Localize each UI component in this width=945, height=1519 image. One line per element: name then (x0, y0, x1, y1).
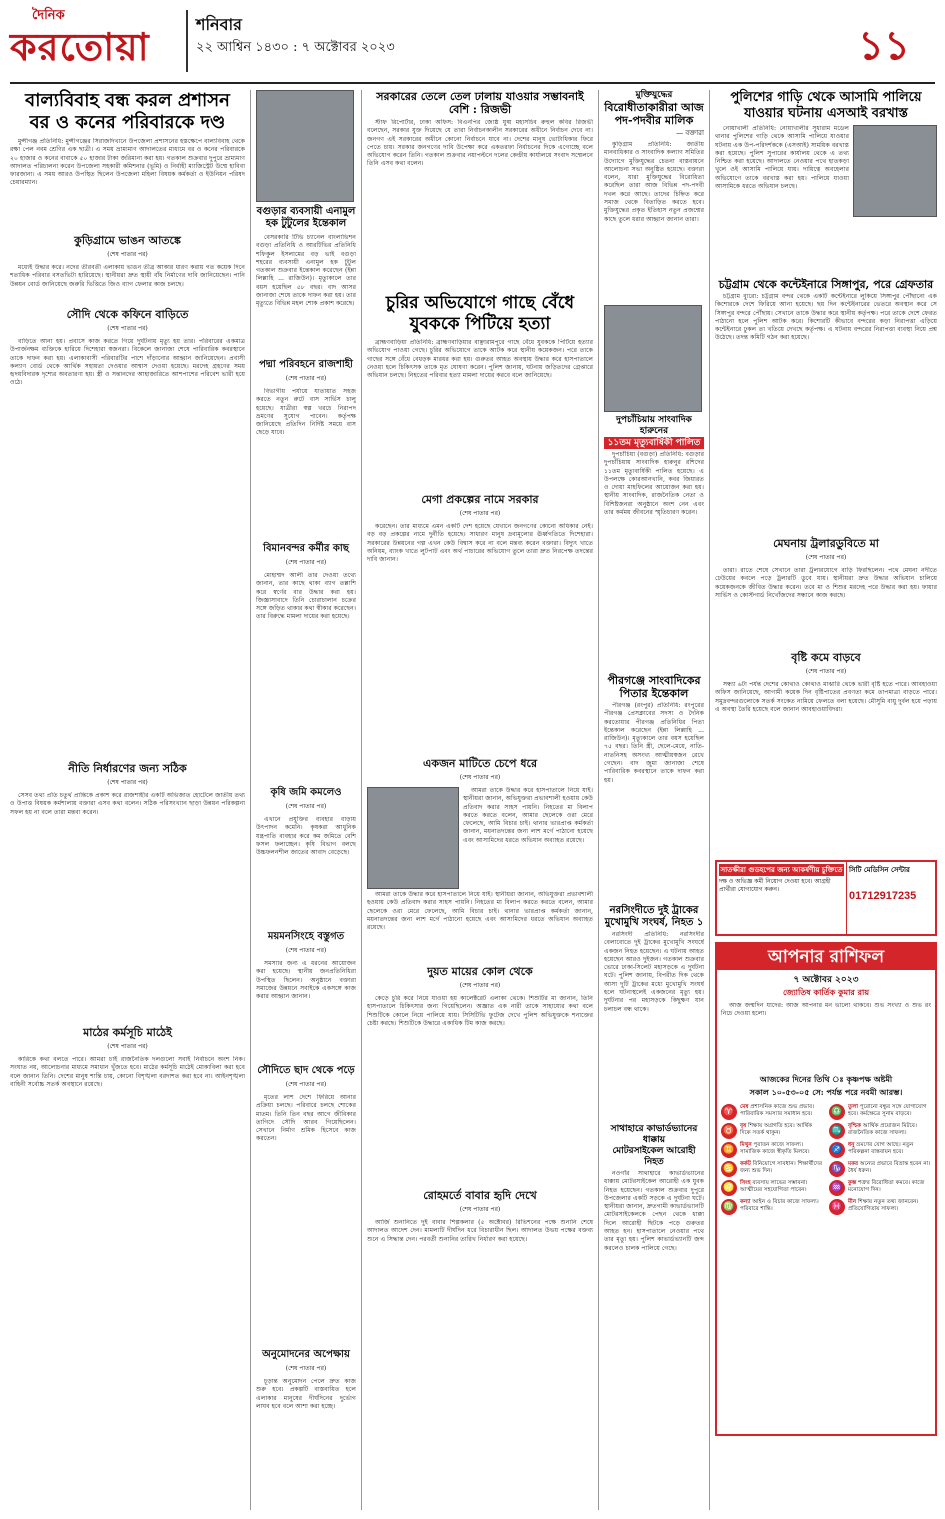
cont-article (367, 523, 593, 753)
article-body: কেড়ে চুরি করে নিয়ে যাওয়া হয় কালেক্টরেট এলাকা থেকে। শিশুটির মা জানান, তিনি হাসপাতালে চিকিৎসার জন্য গিয়েছিলেন। অজ্ঞাত এক নারী তাকে সাহায্যের কথা বলে শিশুটিকে কোলে নিয়ে পালিয়ে যায়। সিসিটিভি ফুটেজ দেখে পুলিশ অভিযুক্তকে শনাক্তের চেষ্টা করছে। শিশুটিকে উদ্ধারে একাধিক টিম কাজ করছে। (367, 995, 593, 1027)
header-date: ২২ আশ্বিন ১৪৩০ : ৭ অক্টোবর ২০২৩ (196, 40, 395, 55)
article-body: নরসিংদী প্রতিনিধি: নরসিংদীর বেলাবোতে দুই ট্রাকের মুখোমুখি সংঘর্ষে একজন নিহত হয়েছেন। এ ঘটনায় আহত হয়েছেন আরও দুইজন। গতকাল শুক্রবার ভোরে ঢাকা-সিলেট মহাসড়কে এ দুর্ঘটনা ঘটে। পুলিশ জানায়, বিপরীত দিক থেকে আসা দুটি ট্রাকের মধ্যে মুখোমুখি সংঘর্ষ হলে ঘটনাস্থলেই একজনের মৃত্যু হয়। দুর্ঘটনার পর মহাসড়কে কিছুক্ষণ যান চলাচল বন্ধ থাকে। (604, 931, 704, 1013)
sign-name: মিথুন (740, 1142, 752, 1148)
cont-note: (শেষ পাতার পর) (107, 251, 148, 258)
advertisement (715, 860, 937, 936)
tithi-title: আজকের দিনের তিথি ঃ কৃষ্ণপক্ষ অষ্টমী (759, 1074, 893, 1084)
headline-lynching-2: যুবককে পিটিয়ে হত্যা (409, 314, 551, 334)
cont-note: (শেষ পাতার পর) (285, 947, 327, 954)
logo-small-text: দৈনিক (32, 8, 65, 23)
sign-mithun (721, 1142, 823, 1158)
leo-icon: ♌ (721, 1180, 737, 1196)
article-body: পীরগঞ্জ (রংপুর) প্রতিনিধি: রংপুরের পীরগঞ্জ প্রেসক্লাবের সদস্য ও দৈনিক করতোয়ার পীরগঞ্জ প্রতিনিধির পিতা ইন্তেকাল করেছেন (ইন্না লিল্লাহি ... রাজিউন)। মৃত্যুকালে তার বয়স হয়েছিল ৭৫ বছর। তিনি স্ত্রী, ছেলে-মেয়ে, নাতি-নাতনিসহ অসংখ্য আত্মীয়স্বজন রেখে গেছেন। বাদ জুমা জানাজা শেষে পারিবারিক কবরস্থানে তাকে দাফন করা হয়। (604, 702, 704, 784)
cont-article (715, 567, 937, 647)
cont-title: নীতি নির্ধারণের জন্য সঠিক (68, 762, 187, 775)
headline-sathahar: সাথাহারে কাভার্ডভ্যানের ধাক্কায় (610, 1124, 698, 1145)
sign-meen (829, 1199, 931, 1215)
sign-text: শিক্ষায় অগ্রগতি হবে। আর্থিক দিকে সতর্ক থাকুন। (740, 1123, 813, 1137)
header-rule (10, 82, 935, 84)
ad-right-title: সিটি মেডিসিন সেন্টার (849, 865, 910, 874)
sign-name: কুম্ভ (848, 1180, 857, 1186)
cont-article (10, 792, 245, 1022)
sign-name: বৃষ (740, 1123, 747, 1129)
obituary-photo (256, 90, 354, 202)
cont-note: (শেষ পাতার পর) (285, 1081, 327, 1088)
article-body: কুড়িগ্রাম প্রতিনিধি: জাতীয় মানবাধিকার ও সাংবাদিক কল্যাণ সমিতির উদ্যোগে মুক্তিযুদ্ধের চেতনা বাস্তবায়নে আলোচনা সভা অনুষ্ঠিত হয়েছে। বক্তারা বলেন, যারা মুক্তিযুদ্ধের বিরোধিতা করেছিল তারা আজ বিভিন্ন পদ-পদবী দখল করে আছে। তাদের চিহ্নিত করে সমাজ থেকে বিতাড়িত করতে হবে। মুক্তিযুদ্ধের প্রকৃত ইতিহাস নতুন প্রজন্মের কাছে তুলে ধরার আহ্বান জানান তারা। (604, 141, 704, 223)
headline-anniversary-2: ১১তম মৃত্যুবার্ষিকী পালিত (604, 437, 704, 449)
sign-text: প্রশাসনিক কাজে শুভ প্রভাব। পারিবারিক সমস্যার সমাধান হবে। (740, 1104, 815, 1118)
obituary-text (256, 234, 356, 354)
headline-narsingdi-2: মুখোমুখি সংঘর্ষ, নিহত ১ (604, 917, 704, 928)
sign-name: তুলা (848, 1104, 858, 1110)
column-rule (250, 90, 251, 1510)
cont-note: (শেষ পাতার পর) (107, 325, 148, 332)
sign-name: ধনু (848, 1142, 855, 1148)
cont-title: সৌদি থেকে কফিনে বাড়িতে (66, 308, 189, 321)
cont-title: মেগা প্রকল্পের নামে সরকার (421, 493, 539, 506)
gemini-icon: ♊ (721, 1142, 737, 1158)
cont-article (256, 960, 356, 1060)
cont-note: (শেষ পাতার পর) (107, 779, 148, 786)
virgo-icon: ♍ (721, 1199, 737, 1215)
sign-makar (829, 1161, 931, 1177)
header-day: শনিবার (196, 15, 242, 34)
sign-text: শত্রুর বিরোধিতা কমবে। কাজে মনোযোগ দিন। (848, 1180, 925, 1194)
cont-article (10, 1056, 245, 1456)
cont-note: (শেষ পাতার পর) (285, 803, 327, 810)
headline-police: পুলিশের গাড়ি থেকে আসামি পালিয়ে (730, 90, 922, 105)
cont-title: বৃষ্টি কমে বাড়বে (791, 651, 861, 664)
cont-title: সৌদিতে ছাদ থেকে পড়ে (257, 1065, 355, 1076)
headline-liberation-3: পদ-পদবীর মালিক (614, 114, 694, 127)
article-body: ব্রাহ্মণবাড়িয়া প্রতিনিধি: ব্রাহ্মণবাড়িয়ার বাঞ্ছারামপুরে গাছে বেঁধে যুবককে পিটিয়ে হত্যার অভিযোগ পাওয়া গেছে। চুরির অভিযোগে তাকে আটক করে স্থানীয় কয়েকজন। পরে তাকে গাছের সঙ্গে বেঁধে বেধড়ক মারধর করা হয়। গুরুতর আহত অবস্থায় উদ্ধার করে হাসপাতালে নেওয়া হলে চিকিৎসক তাকে মৃত ঘোষণা করেন। পুলিশ জানায়, ঘটনায় জড়িতদের গ্রেপ্তারে অভিযান চলছে। নিহতের পরিবার হত্যা মামলা দায়ের করবে বলে জানিয়েছে। (367, 339, 593, 380)
headline-liberation-2: বিরোধীতাকারীরা আজ (604, 101, 704, 114)
article-body: মৃতের লাশ দেশে ফিরিয়ে আনার প্রক্রিয়া চলছে। পরিবারে চলছে শোকের মাতম। তিনি তিন বছর আগে জীবিকার তাগিদে সৌদি আরব গিয়েছিলেন। সেখানে নির্মাণ শ্রমিক হিসেবে কাজ করতেন। (256, 1094, 356, 1143)
column-3 (367, 90, 593, 1515)
cont-note: (শেষ পাতার পর) (459, 510, 501, 517)
cont-article (715, 681, 937, 856)
cont-title: মাঠের কর্মসূচি মাঠেই (83, 1026, 172, 1039)
cont-article (463, 787, 593, 887)
cont-article (256, 572, 356, 782)
horoscope-box (715, 942, 937, 1436)
article-pirganj (604, 702, 704, 902)
cont-article (256, 388, 356, 538)
cont-article (256, 1378, 356, 1468)
horoscope-signs (717, 1104, 935, 1215)
article-body: বিভাগীয় পর্যায়ে যাতায়াত সহজ করতে নতুন রুটে বাস সার্ভিস চালু হয়েছে। যাত্রীরা স্বল্প খরচে নিরাপদ ভ্রমণের সুযোগ পাবেন। কর্তৃপক্ষ জানিয়েছে প্রতিদিন নির্দিষ্ট সময়ে বাস ছেড়ে যাবে। (256, 388, 356, 437)
ad-title: সাতক্ষীরা গুডহপের জন্য আকর্ষণীয় চুক্তিতে (720, 865, 843, 874)
cont-title: মেঘনায় ট্রলারডুবিতে মা (773, 537, 879, 550)
logo-big-text: করতোয়া (10, 24, 150, 69)
article-body: মুন্সীগঞ্জ প্রতিনিধি: মুন্সীগঞ্জের সিরাজদিখানে উপজেলা প্রশাসনের হস্তক্ষেপে বাল্যবিবাহ থেকে রক্ষা পেল নবম শ্রেণির এক ছাত্রী। এ সময় ভ্রাম্যমাণ আদালতের মাধ্যমে বর ও কনের পরিবারকে ২০ হাজার ও কনের বাবাকে ৫০ হাজার টাকা জরিমানা করা হয়। গতকাল শুক্রবার দুপুরে ভ্রাম্যমাণ আদালত পরিচালনা করেন উপজেলা সহকারী কমিশনার (ভূমি) ও নির্বাহী ম্যাজিস্ট্রেট উম্মে হাবিবা ফারজানা। এ সময় আরও উপস্থিত ছিলেন উপজেলা মহিলা বিষয়ক কর্মকর্তা ও ইউনিয়ন পরিষদ চেয়ারম্যান। (10, 138, 245, 187)
sign-name: সিংহ (740, 1180, 751, 1186)
byline: — বক্তারা (676, 129, 704, 137)
headline-anniversary: দুপচাঁচিয়ায় সাংবাদিক হারুনের (616, 415, 692, 436)
article-sathahar (604, 1170, 704, 1370)
cont-article (367, 995, 593, 1185)
headline-child-marriage: বাল্যবিবাহ বন্ধ করল প্রশাসন (25, 90, 230, 111)
sign-name: বৃশ্চিক (848, 1123, 862, 1129)
article-narsingdi (604, 931, 704, 1121)
sign-text: ভ্রমণের যোগ আছে। নতুন পরিকল্পনা বাস্তবায়ন হবে। (848, 1142, 914, 1156)
column-rule (598, 90, 599, 1510)
cont-note: (শেষ পাতার পর) (805, 554, 847, 561)
cont-article (256, 816, 356, 926)
article-body: মধ্যেই উদ্ধার করে। নদের তীরবর্তী এলাকায় ভাঙন তীব্র আকার ধারণ করায় গত কয়েক দিনে শতাধিক পরিবার বসতভিটা হারিয়েছে। স্থানীয়রা দ্রুত স্থায়ী বাঁধ নির্মাণের দাবি জানিয়েছেন। পানি উন্নয়ন বোর্ড জানিয়েছে জরুরি ভিত্তিতে জিও ব্যাগ ফেলার কাজ চলছে। (10, 264, 245, 288)
sign-text: শিক্ষায় নতুন তথ্য জানবেন। প্রতিযোগিতায় সাফল্য। (848, 1199, 919, 1213)
headline-sathahar-2: মোটরসাইকেল আরোহী নিহত (612, 1146, 696, 1167)
masthead-logo (10, 6, 180, 76)
sign-text: অন্যের প্রভাবে বিভ্রান্ত হবেন না। ধৈর্য ধরুন। (848, 1161, 931, 1175)
cont-title: বিমানবন্দর কর্মীর কাছ (263, 543, 349, 554)
si-photo (853, 125, 937, 217)
headline-liberation: মুক্তিযুদ্ধের (635, 90, 673, 100)
article-body: সেসব তথ্য প্রতি চতুর্থ প্রান্তিকে প্রকাশ করে রাজশাহীর একটি অভিজাত হোটেলে জাতীয় তথ্য ও উপাত্ত বিষয়ক কর্মশালায় বক্তারা এসব কথা বলেন। সঠিক পরিসংখ্যান ছাড়া উন্নয়ন পরিকল্পনা সফল হয় না বলে তারা মন্তব্য করেন। (10, 792, 245, 816)
headline-lynching: চুরির অভিযোগে গাছে বেঁধে (385, 293, 575, 313)
sign-name: মীন (848, 1199, 857, 1205)
victim-photo (367, 787, 459, 889)
tithi-time: সকাল ১০-৫৩-০৫ সে: পর্যন্ত পরে নবমী আরম্ভ। (749, 1087, 903, 1097)
horoscope-banner: আপনার রাশিফল (717, 944, 935, 970)
article-body: কারিকে কথা বলতে পারে। আমরা চাই রাজনৈতিক দলগুলো সবাই নির্বাচনে অংশ নিক। সংঘাত নয়, আলোচনার মাধ্যমে সমাধান খুঁজতে হবে। মাঠের কর্মসূচি মাঠেই মোকাবিলা করা হবে বলে জানান তিনি। দেশের মানুষ শান্তি চায়, কোনো বিশৃঙ্খলা বরদাশত করা হবে না। আইনশৃঙ্খলা বাহিনী সর্বোচ্চ সতর্ক অবস্থানে রয়েছে। (10, 1056, 245, 1088)
cont-article (10, 264, 245, 304)
sign-name: মেষ (740, 1104, 749, 1110)
cont-note: (শেষ পাতার পর) (459, 774, 501, 781)
article-body: সন্ধ্যা ৬টা পর্যন্ত দেশের কোথাও কোথাও মাঝারি থেকে ভারী বৃষ্টি হতে পারে। আবহাওয়া অফিস জানিয়েছে, আগামী কয়েক দিন বৃষ্টিপাতের প্রবণতা কমে তাপমাত্রা বাড়তে পারে। সমুদ্রবন্দরগুলোকে সতর্ক সংকেত নামিয়ে ফেলতে বলা হয়েছে। মৌসুমি বায়ু দুর্বল হয়ে পড়ায় এ অবস্থা তৈরি হয়েছে বলে জানান আবহাওয়াবিদরা। (715, 681, 937, 713)
sign-kumbha (829, 1180, 931, 1196)
cont-title: রোহমর্তে বাবার হৃদি দেখে (423, 1189, 537, 1202)
article-body: আমরা তাকে উদ্ধার করে হাসপাতালে নিয়ে যাই। স্থানীয়রা জানান, অভিযুক্তরা প্রভাবশালী হওয়ায় কেউ প্রতিবাদ করার সাহস পায়নি। নিহতের মা বিলাপ করতে করতে বলেন, আমার ছেলেকে ওরা মেরে ফেলেছে, আমি বিচার চাই। থানার ভারপ্রাপ্ত কর্মকর্তা জানান, ময়নাতদন্তের জন্য লাশ মর্গে পাঠানো হয়েছে এবং আসামিদের ধরতে অভিযান অব্যাহত রয়েছে। (367, 891, 593, 932)
libra-icon: ♎ (829, 1104, 845, 1120)
article-container (715, 293, 937, 533)
cont-article (256, 1094, 356, 1344)
page-number: ১১ (858, 22, 910, 69)
article-body: এখানে প্রযুক্তির ব্যবহার বাড়ায় উৎপাদন কমেনি। কৃষকরা আধুনিক যন্ত্রপাতি ব্যবহার করে কম জমিতে বেশি ফসল ফলাচ্ছেন। কৃষি বিভাগ বলছে উচ্চফলনশীল জাতের আবাদ বেড়েছে। (256, 816, 356, 857)
sign-text: বিনিয়োগে সাবধান। শিক্ষার্থীদের জন্য শুভ দিন। (740, 1161, 823, 1175)
sign-text: পুরোনো বন্ধুর সঙ্গে যোগাযোগ হবে। কর্মক্ষেত্রে সুনাম বাড়বে। (848, 1104, 927, 1118)
obituary-title: বগুড়ার ব্যবসায়ী এনামুল হক টুটুলের ইন্তেকাল (256, 206, 356, 229)
article-liberation (604, 141, 704, 301)
column-4 (604, 90, 704, 1515)
cont-note: (শেষ পাতার পর) (285, 559, 327, 566)
sign-kanya (721, 1199, 823, 1215)
article-body: চট্টগ্রাম ব্যুরো: চট্টগ্রাম বন্দর থেকে একটি কন্টেইনারে লুকিয়ে সিঙ্গাপুর পৌঁছানো এক কিশোরকে দেশে ফিরিয়ে আনা হয়েছে। ছয় দিন কন্টেইনারের ভেতরে অবস্থান করে সে সিঙ্গাপুর বন্দরে পৌঁছায়। সেখানে তাকে উদ্ধার করে স্থানীয় কর্তৃপক্ষ। পরে তাকে দেশে ফেরত পাঠানো হলে পুলিশ আটক করে। কিশোরটি কীভাবে বন্দরের কড়া নিরাপত্তা এড়িয়ে কন্টেইনারে ঢুকল তা খতিয়ে দেখছে কর্তৃপক্ষ। এ ঘটনায় বন্দরের নিরাপত্তা ব্যবস্থা নিয়ে প্রশ্ন উঠেছে। তদন্ত কমিটি গঠন করা হয়েছে। (715, 293, 937, 342)
header-divider (186, 10, 188, 72)
cancer-icon: ♋ (721, 1161, 737, 1177)
article-body: আমরা তাকে উদ্ধার করে হাসপাতালে নিয়ে যাই। স্থানীয়রা জানান, অভিযুক্তরা প্রভাবশালী হওয়ায় কেউ প্রতিবাদ করার সাহস পায়নি। নিহতের মা বিলাপ করতে করতে বলেন, আমার ছেলেকে ওরা মেরে ফেলেছে, আমি বিচার চাই। থানার ভারপ্রাপ্ত কর্মকর্তা জানান, ময়নাতদন্তের জন্য লাশ মর্গে পাঠানো হয়েছে এবং আসামিদের ধরতে অভিযান অব্যাহত রয়েছে। (463, 787, 593, 844)
aries-icon: ♈ (721, 1104, 737, 1120)
cont-note: (শেষ পাতার পর) (459, 982, 501, 989)
article-body: স্টাফ রিপোর্টার, ঢাকা অফিস: বিএনপির জ্যেষ্ঠ যুগ্ম মহাসচিব রুহুল কবির রিজভী বলেছেন, সরকার যুক্ত দিয়েছে যে তারা নির্বাচনকালীন সরকারের অধীনে নির্বাচন দেবে না। জনগণ এই সরকারের অধীনে কোনো নির্বাচনে যাবে না। দেশের মানুষ ভোটাধিকার ফিরে পেতে চায়। সরকার জনগণের দাবি উপেক্ষা করে একতরফা নির্বাচনের দিকে এগোচ্ছে বলে অভিযোগ করেন তিনি। গতকাল শুক্রবার নয়াপল্টনে দলের কেন্দ্রীয় কার্যালয়ে সংবাদ সম্মেলনে তিনি এসব কথা বলেন। (367, 119, 593, 168)
headline-container: চট্টগ্রাম থেকে কন্টেইনারে সিঙ্গাপুর, পরে গ্রেফতার (718, 278, 934, 291)
taurus-icon: ♉ (721, 1123, 737, 1139)
headline-police-2: যাওয়ার ঘটনায় এসআই বরখাস্ত (744, 106, 908, 121)
sign-name: কন্যা (740, 1199, 751, 1205)
article-body: নোয়াখালী প্রতিনিধি: নোয়াখালীর সুধারাম মডেল থানার পুলিশের গাড়ি থেকে আসামি পালিয়ে যাওয়ার ঘটনায় এক উপ-পরিদর্শককে (এসআই) সাময়িক বরখাস্ত করা হয়েছে। পুলিশ সুপারের কার্যালয় থেকে এ তথ্য নিশ্চিত করা হয়েছে। আদালতে নেওয়ার পথে হাতকড়া খুলে ওই আসামি পালিয়ে যায়। দায়িত্বে অবহেলার অভিযোগে তাকে বরখাস্ত করা হয়। পালিয়ে যাওয়া আসামিকে ধরতে অভিযান চলছে। (715, 125, 849, 191)
sign-brish (721, 1123, 823, 1139)
horoscope-intro (717, 1000, 935, 1074)
ad-body: দক্ষ ও অভিজ্ঞ কর্মী নিয়োগ দেওয়া হবে। আগ্রহী প্রার্থীরা যোগাযোগ করুন। (719, 878, 831, 893)
sign-name: কর্কট (740, 1161, 751, 1167)
headline-pirganj-2: পিতার ইন্তেকাল (619, 687, 689, 700)
sign-karkat (721, 1161, 823, 1177)
cont-note: (শেষ পাতার পর) (459, 1206, 501, 1213)
headline-pirganj: পীরগঞ্জে সাংবাদিকের (607, 674, 701, 687)
cont-note: (শেষ পাতার পর) (285, 1365, 327, 1372)
cont-title: দুয়ত মায়ের কোল থেকে (427, 965, 533, 978)
sign-text: আইন ও বিচার কাজে সাফল্য। পরিবারে শান্তি। (740, 1199, 819, 1213)
cont-title: একজন মাটিতে চেপে ধরে (423, 757, 537, 770)
ad-phone: 01712917235 (849, 890, 917, 902)
article-police (715, 125, 849, 275)
column-2 (256, 90, 356, 1515)
horoscope-astrologer: জ্যোতিষ কার্তিক কুমার রায় (782, 987, 870, 997)
sign-brishchik (829, 1123, 931, 1139)
headline-rizvi: সরকারের তেলে তেল ঢালায় যাওয়ার সম্ভাবনাই বেশি : রিজভী (376, 90, 584, 116)
cont-title: পদ্মা পরিবহনে রাজশাহী (259, 359, 353, 370)
article-child-marriage (10, 138, 245, 230)
article-body: আজ জন্মদিন যাদের: আজ আপনার মন ভালো থাকবে। শুভ সংখ্যা ও শুভ রং নিচে দেওয়া হলো। (721, 1002, 931, 1018)
article-body: বেসরকারি টিভি চ্যানেল বাংলাভিশন বগুড়া প্রতিনিধি ও আরটিভির প্রতিনিধি শফিকুল ইসলামের বড় ভাই বগুড়া শহরের ব্যবসায়ী এনামুল হক টুটুল গতকাল শুক্রবার ইন্তেকাল করেছেন (ইন্না লিল্লাহি ... রাজিউন)। মৃত্যুকালে তার বয়স হয়েছিল ৫৮ বছর। বাদ আসর জানাজা শেষে তাকে দাফন করা হয়। তার মৃত্যুতে বিভিন্ন মহল শোক প্রকাশ করেছে। (256, 234, 356, 308)
cont-article (367, 1219, 593, 1369)
sign-name: মকর (848, 1161, 859, 1167)
cont-title: কৃষি জমি কমলেও (270, 787, 342, 798)
cont-title: অনুমোদনের অপেক্ষায় (262, 1349, 350, 1360)
headline-child-marriage-2: বর ও কনের পরিবারকে দণ্ড (29, 112, 226, 133)
article-lynching (367, 339, 593, 489)
sagittarius-icon: ♐ (829, 1142, 845, 1158)
scorpio-icon: ♏ (829, 1123, 845, 1139)
column-1 (10, 90, 245, 1515)
article-body: সমস্যার জন্য এ ধরনের আয়োজন করা হয়েছে। স্থানীয় জনপ্রতিনিধিরা উপস্থিত ছিলেন। অনুষ্ঠানে বক্তারা সমাজের উন্নয়নে সবাইকে একসঙ্গে কাজ করার আহ্বান জানান। (256, 960, 356, 1001)
article-rizvi (367, 119, 593, 289)
column-rule (361, 90, 362, 1510)
article-body: নওগাঁর সাথাহারে কাভার্ডভ্যানের ধাক্কায় মোটরসাইকেল আরোহী এক যুবক নিহত হয়েছেন। গতকাল শুক্রবার দুপুরে উপজেলার একটি সড়কে এ দুর্ঘটনা ঘটে। স্থানীয়রা জানান, দ্রুতগামী কাভার্ডভ্যানটি মোটরসাইকেলকে পেছন থেকে ধাক্কা দিলে আরোহী ছিটকে পড়ে গুরুতর আহত হন। হাসপাতালে নেওয়ার পথে তার মৃত্যু হয়। পুলিশ কাভার্ডভ্যানটি জব্দ করলেও চালক পালিয়ে গেছে। (604, 1170, 704, 1252)
article-body: আর্জি শুনানিতে দুই বাবার শিল্পকলার (৫ অক্টোবর) রিভিশনের পক্ষে শুনানি শেষে আদালত আদেশ দেন। মামলাটি দীর্ঘদিন ধরে বিচারাধীন ছিল। আদালত উভয় পক্ষের বক্তব্য শুনে এ সিদ্ধান্ত দেন। পরবর্তী শুনানির তারিখ নির্ধারণ করা হয়েছে। (367, 1219, 593, 1243)
capricorn-icon: ♑ (829, 1161, 845, 1177)
horoscope-date: ৭ অক্টোবর ২০২৩ (793, 975, 859, 985)
sign-singha (721, 1180, 823, 1196)
cont-title: কুড়িগ্রামে ভাঙন আতঙ্কে (74, 234, 181, 247)
article-body: বাড়িতে আনা হয়। প্রবাসে কাজ করতে গিয়ে দুর্ঘটনায় মৃত্যু হয় তার। পরিবারের একমাত্র উপার্জনক্ষম ব্যক্তিকে হারিয়ে দিশেহারা স্বজনরা। বিকেলে জানাজা শেষে পারিবারিক কবরস্থানে তাকে দাফন করা হয়। এলাকাবাসী পরিবারটির পাশে দাঁড়ানোর আহ্বান জানিয়েছেন। প্রবাসী কল্যাণ বোর্ড থেকে আর্থিক সহায়তা দেওয়ার আশ্বাস দেওয়া হয়েছে। মরদেহ গ্রহণের সময় হৃদয়বিদারক দৃশ্যের অবতারণা হয়। স্ত্রী ও সন্তানদের আহাজারিতে আশপাশের পরিবেশ ভারী হয়ে ওঠে। (10, 338, 245, 387)
article-body: চূড়ান্ত অনুমোদন পেলে দ্রুত কাজ শুরু হবে। প্রকল্পটি বাস্তবায়িত হলে এলাকার মানুষের দীর্ঘদিনের দুর্ভোগ লাঘব হবে বলে আশা করা হচ্ছে। (256, 1378, 356, 1410)
article-body: তারা। রাতে শেষে সেখানে তারা ট্রলারযোগে বাড়ি ফিরছিলেন। পথে মেঘনা নদীতে ঢেউয়ের কবলে পড়ে ট্রলারটি ডুবে যায়। স্থানীয়রা দ্রুত উদ্ধার অভিযান চালিয়ে কয়েকজনকে জীবিত উদ্ধার করেন। তবে মা ও শিশুর মরদেহ পরে উদ্ধার করা হয়। ফায়ার সার্ভিস ও কোস্টগার্ড নিখোঁজদের সন্ধানে কাজ করছে। (715, 567, 937, 599)
article-anniversary (604, 451, 704, 671)
column-rule (709, 90, 710, 1510)
sign-tula (829, 1104, 931, 1120)
column-5 (715, 90, 937, 1515)
sign-text: আর্থিক প্রয়োজন মিটবে। রাজনৈতিক কাজে সাফল্য। (848, 1123, 917, 1137)
cont-article (10, 338, 245, 758)
aquarius-icon: ♒ (829, 1180, 845, 1196)
article-body: দুপচাঁচিয়া (বগুড়া) প্রতিনিধি: বগুড়ার দুপচাঁচিয়ায় সাংবাদিক হারুনুর রশিদের ১১তম মৃত্যুবার্ষিকী পালিত হয়েছে। এ উপলক্ষে কোরআনখানি, কবর জিয়ারত ও দোয়া মাহফিলের আয়োজন করা হয়। স্থানীয় সাংবাদিক, রাজনৈতিক নেতা ও বিশিষ্টজনরা অনুষ্ঠানে অংশ নেন এবং তার কর্মময় জীবনের স্মৃতিচারণ করেন। (604, 451, 704, 517)
sign-text: পুরাতন কাজে সাফল্য। সামাজিক কাজে স্বীকৃতি মিলবে। (740, 1142, 810, 1156)
sign-mesh (721, 1104, 823, 1120)
sign-dhonu (829, 1142, 931, 1158)
journalist-photo (604, 305, 702, 412)
headline-narsingdi: নরসিংদীতে দুই ট্রাকের (609, 905, 699, 916)
cont-note: (শেষ পাতার পর) (107, 1043, 148, 1050)
cont-note: (শেষ পাতার পর) (285, 375, 327, 382)
article-body: করেছেন। তার মাধ্যমে এমন একটি দেশ হয়েছে যেখানে জনগণের কোনো অধিকার নেই। বড় বড় প্রকল্পের নামে দুর্নীতি হয়েছে। সাধারণ মানুষ দ্রব্যমূল্যের ঊর্ধ্বগতিতে দিশেহারা। সরকারের উন্নয়নের গল্প এখন কেউ বিশ্বাস করে না বলে মন্তব্য করেন বক্তারা। বিদ্যুৎ খাতে অনিয়ম, ব্যাংক খাতে লুটপাট এবং অর্থ পাচারের অভিযোগ তুলে তারা দ্রুত নিরপেক্ষ তদন্তের দাবি জানান। (367, 523, 593, 564)
cont-article-extra (367, 891, 593, 961)
sign-text: ব্যবসায় লাভের সম্ভাবনা। আত্মীয়ের সহযোগিতা পাবেন। (740, 1180, 808, 1194)
cont-note: (শেষ পাতার পর) (805, 668, 847, 675)
pisces-icon: ♓ (829, 1199, 845, 1215)
cont-title: ময়মনসিংহে বস্তুগত (267, 931, 345, 942)
article-body: মোহাম্মদ আলী তার দেওয়া তথ্যে জানান, তার কাছে থাকা ব্যাগ তল্লাশি করে স্বর্ণের বার উদ্ধার করা হয়। জিজ্ঞাসাবাদে তিনি চোরাচালান চক্রের সঙ্গে জড়িত থাকার কথা স্বীকার করেছেন। তার বিরুদ্ধে মামলা দায়ের করা হয়েছে। (256, 572, 356, 621)
